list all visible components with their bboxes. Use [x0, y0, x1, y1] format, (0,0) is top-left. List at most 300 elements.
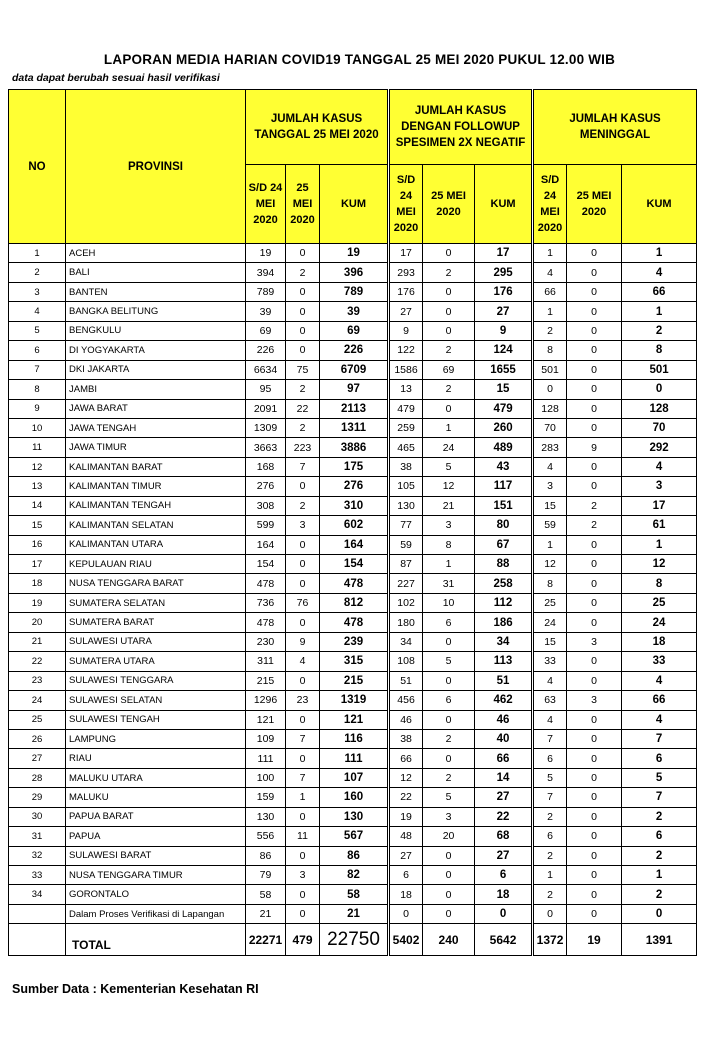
row-number: 33 — [9, 866, 66, 885]
cases-today-cell: 3 — [286, 516, 320, 535]
header-today-cases: 25 MEI 2020 — [286, 165, 320, 244]
data-source: Sumber Data : Kementerian Kesehatan RI — [12, 982, 259, 996]
cases-kum-cell: 130 — [320, 807, 389, 826]
followup-today-cell: 2 — [423, 341, 475, 360]
deaths-today-cell: 0 — [567, 282, 622, 301]
header-sd-followup: S/D 24 MEI 2020 — [389, 165, 423, 244]
province-name: ACEH — [66, 244, 246, 263]
table-row — [9, 574, 697, 593]
row-number: 14 — [9, 496, 66, 515]
deaths-sd-cell: 283 — [533, 438, 567, 457]
deaths-kum-cell: 25 — [622, 593, 697, 612]
deaths-sd-cell: 63 — [533, 691, 567, 710]
cases-kum-cell: 58 — [320, 885, 389, 904]
table-row — [9, 866, 697, 885]
cases-sd-cell: 130 — [246, 807, 286, 826]
table-row — [9, 652, 697, 671]
table-row — [9, 632, 697, 651]
cases-kum-cell: 160 — [320, 788, 389, 807]
followup-today-cell: 0 — [423, 710, 475, 729]
followup-sd-cell: 27 — [389, 846, 423, 865]
row-number: 25 — [9, 710, 66, 729]
followup-today-cell: 21 — [423, 496, 475, 515]
cases-today-cell: 223 — [286, 438, 320, 457]
cases-sd-cell: 226 — [246, 341, 286, 360]
followup-kum-cell: 113 — [475, 652, 533, 671]
cases-kum-cell: 154 — [320, 555, 389, 574]
cases-kum-cell: 21 — [320, 904, 389, 923]
table-row — [9, 691, 697, 710]
cases-sd-cell: 22271 — [246, 924, 286, 956]
cases-kum-cell: 478 — [320, 574, 389, 593]
table-row — [9, 710, 697, 729]
deaths-sd-cell: 7 — [533, 729, 567, 748]
cases-kum-cell: 69 — [320, 321, 389, 340]
followup-sd-cell: 87 — [389, 555, 423, 574]
total-label: TOTAL — [66, 924, 246, 956]
deaths-kum-cell: 8 — [622, 341, 697, 360]
header-kum-cases: KUM — [320, 165, 389, 244]
cases-today-cell: 11 — [286, 827, 320, 846]
province-name: PAPUA — [66, 827, 246, 846]
cases-sd-cell: 79 — [246, 866, 286, 885]
row-number: 21 — [9, 632, 66, 651]
table-row — [9, 360, 697, 379]
row-number — [9, 904, 66, 923]
cases-kum-cell: 315 — [320, 652, 389, 671]
cases-today-cell: 0 — [286, 282, 320, 301]
deaths-today-cell: 2 — [567, 516, 622, 535]
province-name: JAWA TENGAH — [66, 418, 246, 437]
followup-today-cell: 240 — [423, 924, 475, 956]
followup-today-cell: 3 — [423, 807, 475, 826]
cases-sd-cell: 121 — [246, 710, 286, 729]
cases-today-cell: 3 — [286, 866, 320, 885]
table-row — [9, 768, 697, 787]
deaths-sd-cell: 6 — [533, 827, 567, 846]
row-number: 31 — [9, 827, 66, 846]
province-name: SULAWESI TENGGARA — [66, 671, 246, 690]
row-number: 19 — [9, 593, 66, 612]
deaths-kum-cell: 1 — [622, 866, 697, 885]
followup-kum-cell: 68 — [475, 827, 533, 846]
cases-today-cell: 2 — [286, 263, 320, 282]
followup-sd-cell: 0 — [389, 904, 423, 923]
deaths-today-cell: 0 — [567, 321, 622, 340]
table-row — [9, 807, 697, 826]
followup-today-cell: 2 — [423, 263, 475, 282]
cases-today-cell: 2 — [286, 380, 320, 399]
province-name: KEPULAUAN RIAU — [66, 555, 246, 574]
cases-today-cell: 22 — [286, 399, 320, 418]
verification-note: data dapat berubah sesuai hasil verifikasi — [12, 72, 220, 84]
table-row — [9, 244, 697, 263]
province-name: KALIMANTAN TIMUR — [66, 477, 246, 496]
deaths-kum-cell: 0 — [622, 380, 697, 399]
row-number: 6 — [9, 341, 66, 360]
followup-sd-cell: 122 — [389, 341, 423, 360]
row-number: 9 — [9, 399, 66, 418]
deaths-kum-cell: 292 — [622, 438, 697, 457]
province-name: JAWA TIMUR — [66, 438, 246, 457]
deaths-kum-cell: 7 — [622, 788, 697, 807]
deaths-sd-cell: 1 — [533, 302, 567, 321]
cases-today-cell: 0 — [286, 302, 320, 321]
deaths-kum-cell: 2 — [622, 321, 697, 340]
cases-today-cell: 0 — [286, 846, 320, 865]
header-followup-negatif: JUMLAH KASUS DENGAN FOLLOWUP SPESIMEN 2X NEGATIF — [389, 90, 533, 165]
deaths-sd-cell: 59 — [533, 516, 567, 535]
table-row — [9, 418, 697, 437]
province-name: SULAWESI UTARA — [66, 632, 246, 651]
deaths-today-cell: 0 — [567, 399, 622, 418]
row-number: 16 — [9, 535, 66, 554]
row-number: 28 — [9, 768, 66, 787]
table-row — [9, 263, 697, 282]
province-name: MALUKU UTARA — [66, 768, 246, 787]
deaths-sd-cell: 4 — [533, 671, 567, 690]
followup-sd-cell: 102 — [389, 593, 423, 612]
header-sd-deaths: S/D 24 MEI 2020 — [533, 165, 567, 244]
followup-sd-cell: 18 — [389, 885, 423, 904]
followup-kum-cell: 27 — [475, 788, 533, 807]
deaths-today-cell: 0 — [567, 788, 622, 807]
cases-sd-cell: 159 — [246, 788, 286, 807]
followup-today-cell: 0 — [423, 885, 475, 904]
deaths-kum-cell: 66 — [622, 691, 697, 710]
followup-today-cell: 20 — [423, 827, 475, 846]
cases-kum-cell: 396 — [320, 263, 389, 282]
row-number: 29 — [9, 788, 66, 807]
row-number: 15 — [9, 516, 66, 535]
cases-kum-cell: 1311 — [320, 418, 389, 437]
cases-sd-cell: 2091 — [246, 399, 286, 418]
deaths-sd-cell: 70 — [533, 418, 567, 437]
row-number: 12 — [9, 457, 66, 476]
row-number: 22 — [9, 652, 66, 671]
deaths-sd-cell: 0 — [533, 380, 567, 399]
followup-kum-cell: 0 — [475, 904, 533, 923]
deaths-sd-cell: 128 — [533, 399, 567, 418]
deaths-sd-cell: 0 — [533, 904, 567, 923]
cases-sd-cell: 1296 — [246, 691, 286, 710]
followup-today-cell: 0 — [423, 749, 475, 768]
row-number: 17 — [9, 555, 66, 574]
deaths-kum-cell: 4 — [622, 671, 697, 690]
deaths-kum-cell: 501 — [622, 360, 697, 379]
cases-kum-cell: 39 — [320, 302, 389, 321]
cases-today-cell: 4 — [286, 652, 320, 671]
cases-kum-cell: 121 — [320, 710, 389, 729]
province-name: SULAWESI SELATAN — [66, 691, 246, 710]
followup-sd-cell: 38 — [389, 457, 423, 476]
followup-today-cell: 0 — [423, 302, 475, 321]
province-name: PAPUA BARAT — [66, 807, 246, 826]
cases-kum-cell: 3886 — [320, 438, 389, 457]
deaths-kum-cell: 0 — [622, 904, 697, 923]
followup-today-cell: 1 — [423, 418, 475, 437]
followup-today-cell: 5 — [423, 457, 475, 476]
cases-today-cell: 76 — [286, 593, 320, 612]
followup-today-cell: 0 — [423, 904, 475, 923]
cases-today-cell: 7 — [286, 457, 320, 476]
followup-sd-cell: 46 — [389, 710, 423, 729]
province-name: Dalam Proses Verifikasi di Lapangan — [66, 904, 246, 923]
followup-today-cell: 6 — [423, 613, 475, 632]
deaths-sd-cell: 1 — [533, 866, 567, 885]
followup-kum-cell: 14 — [475, 768, 533, 787]
deaths-sd-cell: 6 — [533, 749, 567, 768]
header-kum-deaths: KUM — [622, 165, 697, 244]
deaths-today-cell: 0 — [567, 457, 622, 476]
deaths-kum-cell: 33 — [622, 652, 697, 671]
deaths-today-cell: 19 — [567, 924, 622, 956]
followup-today-cell: 0 — [423, 282, 475, 301]
deaths-today-cell: 0 — [567, 671, 622, 690]
cases-sd-cell: 556 — [246, 827, 286, 846]
province-name: MALUKU — [66, 788, 246, 807]
deaths-kum-cell: 4 — [622, 263, 697, 282]
header-meninggal: JUMLAH KASUS MENINGGAL — [533, 90, 697, 165]
table-body — [9, 244, 697, 956]
deaths-today-cell: 0 — [567, 263, 622, 282]
total-row — [9, 924, 697, 956]
deaths-today-cell: 2 — [567, 496, 622, 515]
cases-sd-cell: 69 — [246, 321, 286, 340]
cases-sd-cell: 21 — [246, 904, 286, 923]
cases-kum-cell: 215 — [320, 671, 389, 690]
cases-kum-cell: 239 — [320, 632, 389, 651]
province-name: RIAU — [66, 749, 246, 768]
cases-kum-cell: 111 — [320, 749, 389, 768]
followup-kum-cell: 27 — [475, 302, 533, 321]
province-name: KALIMANTAN SELATAN — [66, 516, 246, 535]
cases-sd-cell: 164 — [246, 535, 286, 554]
deaths-today-cell: 0 — [567, 904, 622, 923]
deaths-sd-cell: 2 — [533, 807, 567, 826]
deaths-kum-cell: 2 — [622, 846, 697, 865]
header-kum-followup: KUM — [475, 165, 533, 244]
table-row — [9, 555, 697, 574]
followup-sd-cell: 1586 — [389, 360, 423, 379]
deaths-kum-cell: 4 — [622, 710, 697, 729]
row-number: 18 — [9, 574, 66, 593]
cases-sd-cell: 58 — [246, 885, 286, 904]
deaths-today-cell: 0 — [567, 360, 622, 379]
followup-kum-cell: 88 — [475, 555, 533, 574]
deaths-kum-cell: 2 — [622, 807, 697, 826]
row-number: 23 — [9, 671, 66, 690]
cases-kum-cell: 812 — [320, 593, 389, 612]
cases-sd-cell: 478 — [246, 574, 286, 593]
followup-sd-cell: 108 — [389, 652, 423, 671]
followup-kum-cell: 479 — [475, 399, 533, 418]
deaths-sd-cell: 66 — [533, 282, 567, 301]
followup-today-cell: 0 — [423, 846, 475, 865]
deaths-sd-cell: 4 — [533, 263, 567, 282]
province-name: SULAWESI TENGAH — [66, 710, 246, 729]
followup-sd-cell: 13 — [389, 380, 423, 399]
deaths-sd-cell: 12 — [533, 555, 567, 574]
followup-sd-cell: 22 — [389, 788, 423, 807]
deaths-today-cell: 0 — [567, 827, 622, 846]
cases-sd-cell: 86 — [246, 846, 286, 865]
row-number: 5 — [9, 321, 66, 340]
deaths-today-cell: 0 — [567, 380, 622, 399]
cases-today-cell: 0 — [286, 341, 320, 360]
province-name: DKI JAKARTA — [66, 360, 246, 379]
cases-sd-cell: 6634 — [246, 360, 286, 379]
deaths-today-cell: 0 — [567, 244, 622, 263]
followup-sd-cell: 38 — [389, 729, 423, 748]
cases-kum-cell: 6709 — [320, 360, 389, 379]
followup-kum-cell: 6 — [475, 866, 533, 885]
followup-sd-cell: 227 — [389, 574, 423, 593]
cases-today-cell: 0 — [286, 885, 320, 904]
cases-today-cell: 7 — [286, 768, 320, 787]
deaths-today-cell: 0 — [567, 652, 622, 671]
deaths-today-cell: 0 — [567, 768, 622, 787]
deaths-sd-cell: 25 — [533, 593, 567, 612]
followup-kum-cell: 9 — [475, 321, 533, 340]
deaths-sd-cell: 8 — [533, 341, 567, 360]
followup-sd-cell: 130 — [389, 496, 423, 515]
followup-kum-cell: 51 — [475, 671, 533, 690]
followup-kum-cell: 151 — [475, 496, 533, 515]
cases-kum-cell: 164 — [320, 535, 389, 554]
followup-kum-cell: 124 — [475, 341, 533, 360]
cases-sd-cell: 789 — [246, 282, 286, 301]
followup-today-cell: 0 — [423, 399, 475, 418]
cases-sd-cell: 168 — [246, 457, 286, 476]
row-number: 1 — [9, 244, 66, 263]
followup-kum-cell: 66 — [475, 749, 533, 768]
cases-sd-cell: 154 — [246, 555, 286, 574]
cases-kum-cell: 116 — [320, 729, 389, 748]
followup-kum-cell: 18 — [475, 885, 533, 904]
province-name: BALI — [66, 263, 246, 282]
deaths-kum-cell: 1 — [622, 302, 697, 321]
followup-sd-cell: 465 — [389, 438, 423, 457]
table-row — [9, 904, 697, 923]
deaths-kum-cell: 2 — [622, 885, 697, 904]
province-name: SULAWESI BARAT — [66, 846, 246, 865]
followup-today-cell: 12 — [423, 477, 475, 496]
province-name: BANGKA BELITUNG — [66, 302, 246, 321]
province-name: KALIMANTAN UTARA — [66, 535, 246, 554]
followup-kum-cell: 295 — [475, 263, 533, 282]
cases-kum-cell: 22750 — [320, 924, 389, 956]
followup-sd-cell: 48 — [389, 827, 423, 846]
deaths-today-cell: 9 — [567, 438, 622, 457]
row-number: 8 — [9, 380, 66, 399]
table-row — [9, 885, 697, 904]
deaths-today-cell: 0 — [567, 418, 622, 437]
province-name: LAMPUNG — [66, 729, 246, 748]
followup-kum-cell: 43 — [475, 457, 533, 476]
deaths-kum-cell: 24 — [622, 613, 697, 632]
deaths-today-cell: 0 — [567, 302, 622, 321]
cases-sd-cell: 109 — [246, 729, 286, 748]
followup-today-cell: 0 — [423, 671, 475, 690]
deaths-kum-cell: 4 — [622, 457, 697, 476]
header-today-followup: 25 MEI 2020 — [423, 165, 475, 244]
followup-sd-cell: 59 — [389, 535, 423, 554]
deaths-kum-cell: 3 — [622, 477, 697, 496]
followup-kum-cell: 22 — [475, 807, 533, 826]
deaths-sd-cell: 4 — [533, 457, 567, 476]
cases-kum-cell: 82 — [320, 866, 389, 885]
deaths-today-cell: 0 — [567, 885, 622, 904]
cases-today-cell: 1 — [286, 788, 320, 807]
cases-kum-cell: 1319 — [320, 691, 389, 710]
cases-today-cell: 0 — [286, 321, 320, 340]
cases-today-cell: 0 — [286, 710, 320, 729]
followup-today-cell: 5 — [423, 652, 475, 671]
deaths-kum-cell: 5 — [622, 768, 697, 787]
followup-kum-cell: 67 — [475, 535, 533, 554]
cases-today-cell: 479 — [286, 924, 320, 956]
followup-sd-cell: 51 — [389, 671, 423, 690]
province-name: BANTEN — [66, 282, 246, 301]
table-row — [9, 380, 697, 399]
followup-today-cell: 6 — [423, 691, 475, 710]
deaths-today-cell: 0 — [567, 574, 622, 593]
cases-today-cell: 0 — [286, 244, 320, 263]
followup-kum-cell: 80 — [475, 516, 533, 535]
table-row — [9, 593, 697, 612]
deaths-kum-cell: 1 — [622, 535, 697, 554]
cases-kum-cell: 175 — [320, 457, 389, 476]
followup-kum-cell: 489 — [475, 438, 533, 457]
followup-kum-cell: 34 — [475, 632, 533, 651]
followup-sd-cell: 479 — [389, 399, 423, 418]
deaths-sd-cell: 15 — [533, 632, 567, 651]
table-row — [9, 282, 697, 301]
deaths-sd-cell: 2 — [533, 846, 567, 865]
deaths-sd-cell: 1 — [533, 535, 567, 554]
followup-today-cell: 69 — [423, 360, 475, 379]
row-number: 27 — [9, 749, 66, 768]
followup-kum-cell: 1655 — [475, 360, 533, 379]
deaths-sd-cell: 2 — [533, 321, 567, 340]
cases-today-cell: 0 — [286, 555, 320, 574]
header-provinsi: PROVINSI — [66, 90, 246, 244]
table-row — [9, 457, 697, 476]
followup-sd-cell: 12 — [389, 768, 423, 787]
followup-sd-cell: 6 — [389, 866, 423, 885]
deaths-sd-cell: 2 — [533, 885, 567, 904]
row-number: 24 — [9, 691, 66, 710]
province-name: DI YOGYAKARTA — [66, 341, 246, 360]
table-row — [9, 827, 697, 846]
cases-sd-cell: 100 — [246, 768, 286, 787]
followup-today-cell: 5 — [423, 788, 475, 807]
followup-kum-cell: 5642 — [475, 924, 533, 956]
row-number: 13 — [9, 477, 66, 496]
followup-sd-cell: 9 — [389, 321, 423, 340]
deaths-kum-cell: 8 — [622, 574, 697, 593]
followup-kum-cell: 17 — [475, 244, 533, 263]
province-name: SUMATERA UTARA — [66, 652, 246, 671]
deaths-today-cell: 0 — [567, 593, 622, 612]
followup-sd-cell: 105 — [389, 477, 423, 496]
cases-today-cell: 2 — [286, 418, 320, 437]
deaths-today-cell: 0 — [567, 729, 622, 748]
deaths-today-cell: 3 — [567, 632, 622, 651]
deaths-sd-cell: 24 — [533, 613, 567, 632]
province-name: NUSA TENGGARA TIMUR — [66, 866, 246, 885]
